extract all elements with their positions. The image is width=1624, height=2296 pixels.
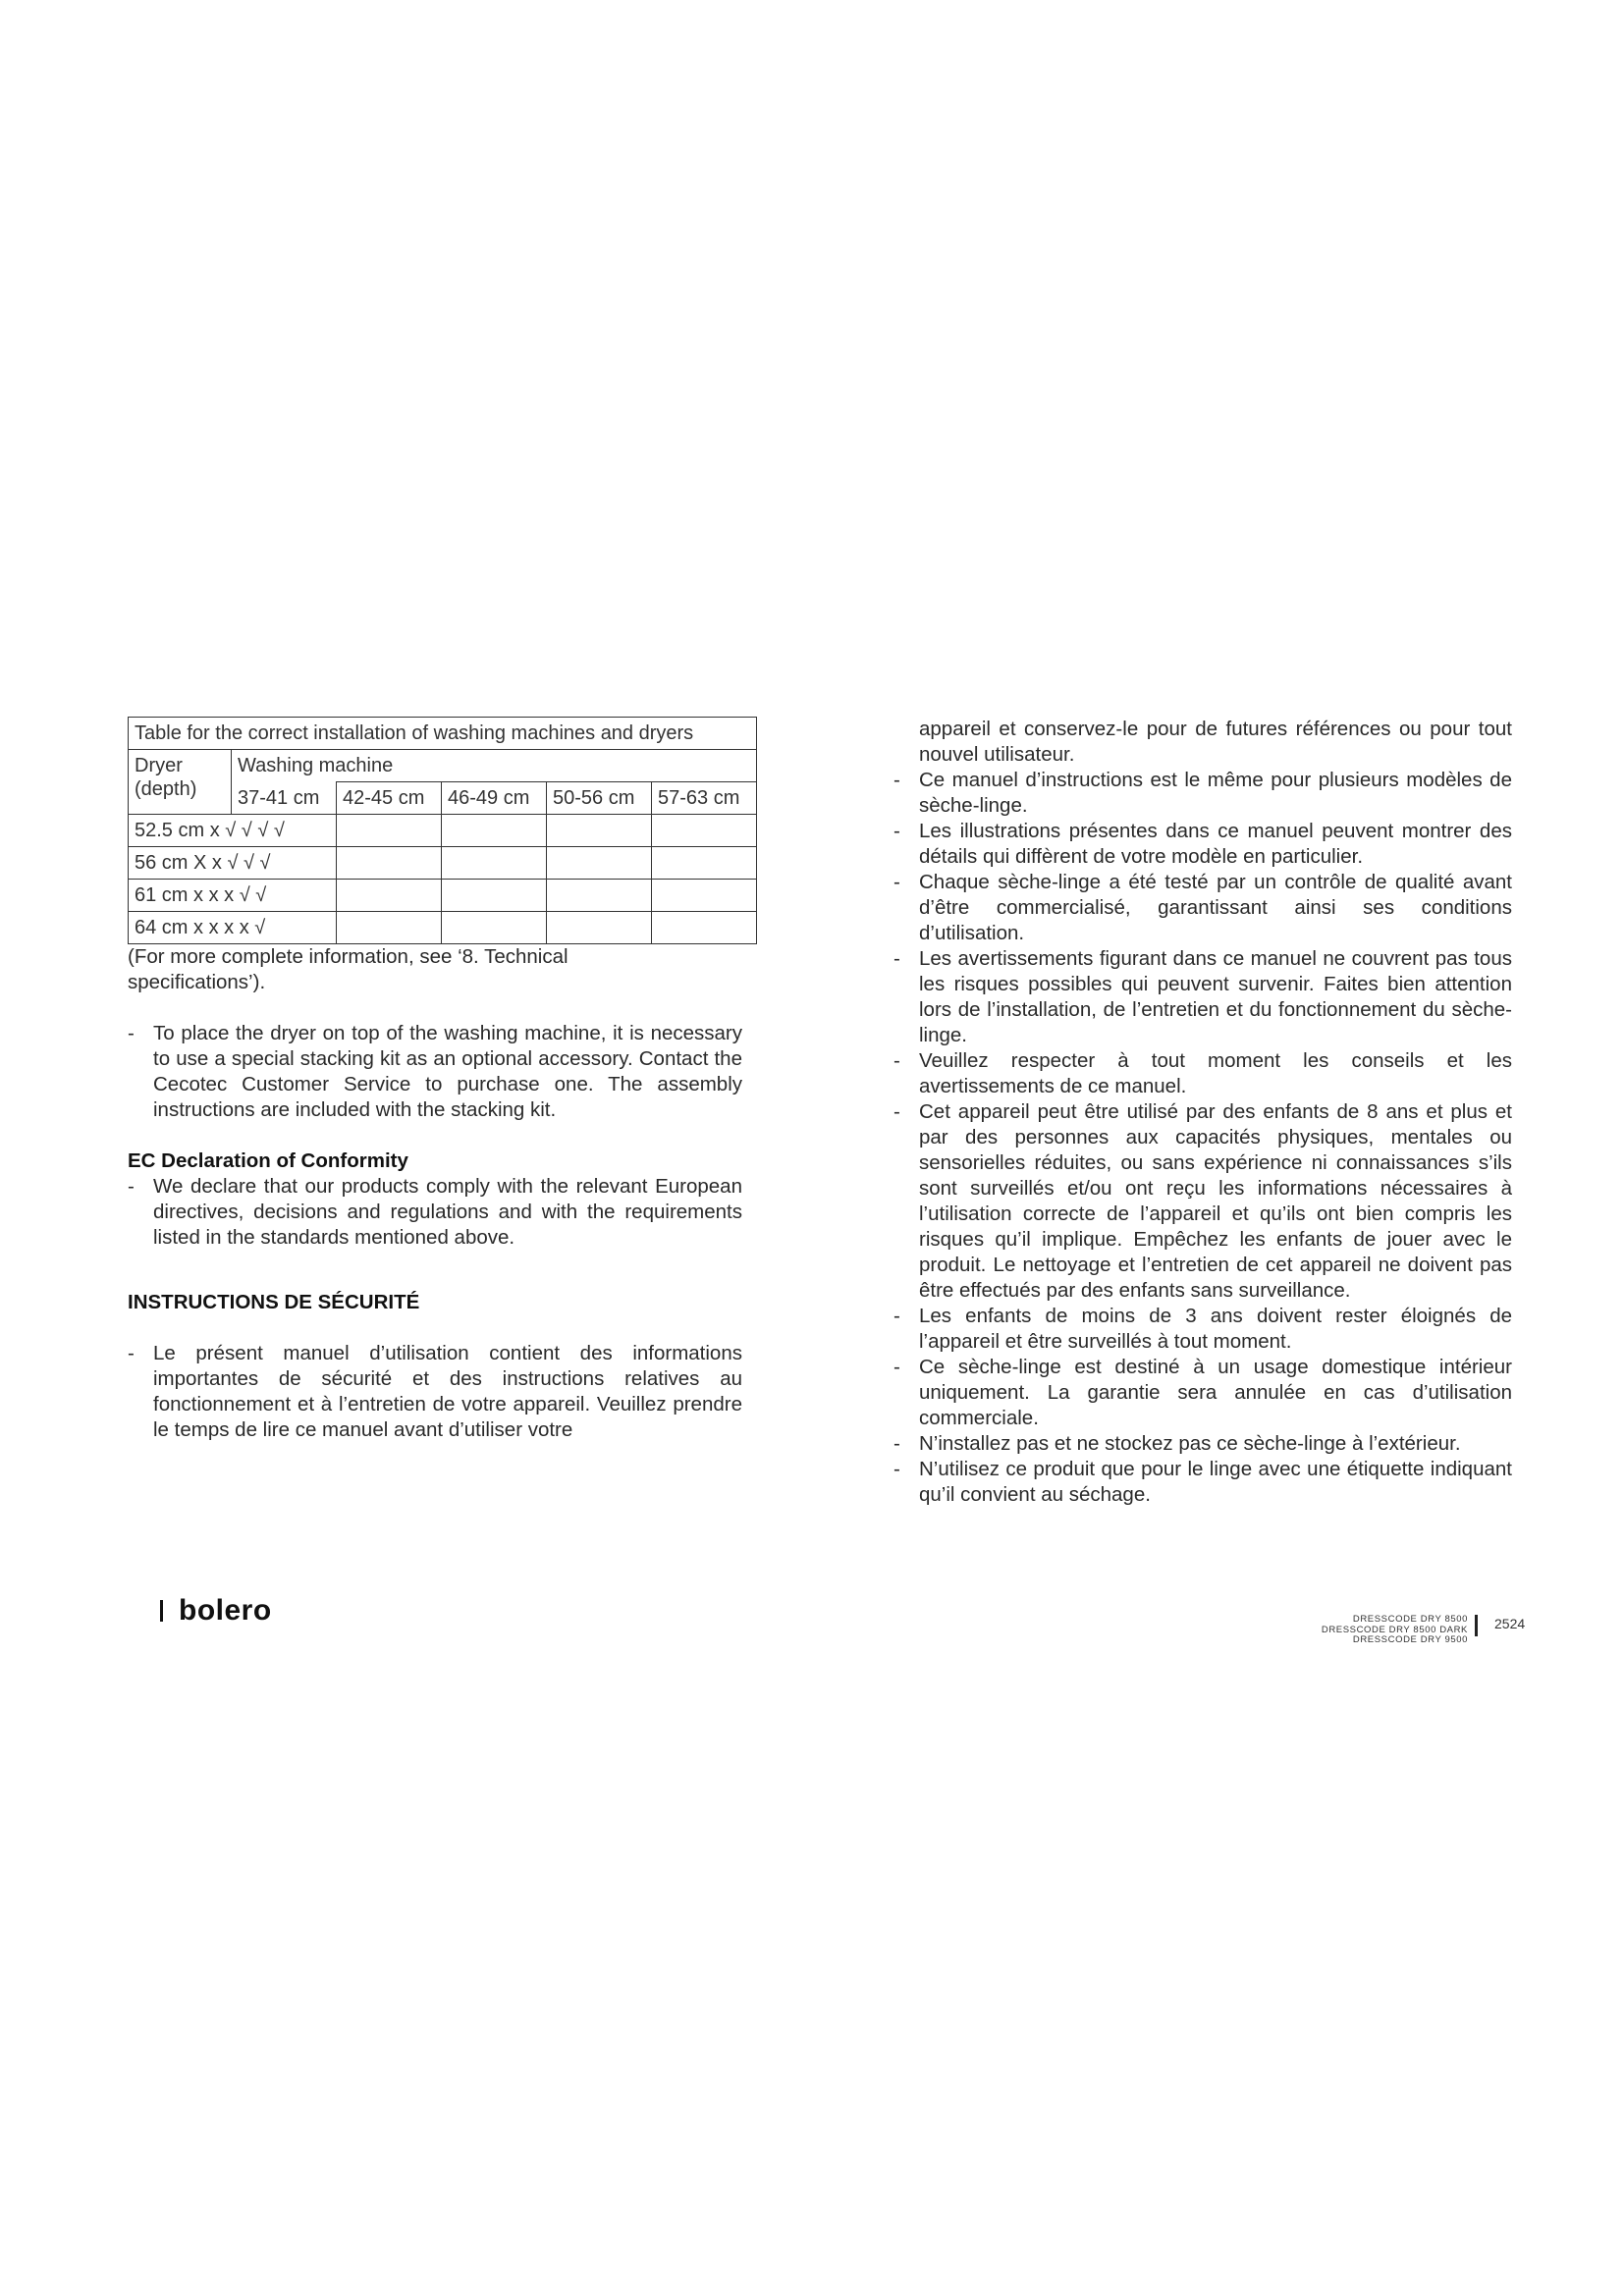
- continuation-text: appareil et conservez-le pour de futures références ou pour tout nouvel utilisateur.: [919, 718, 1512, 766]
- model-name: DRESSCODE DRY 8500: [1352, 1614, 1468, 1625]
- column-header: 46-49 cm: [442, 782, 547, 815]
- row-values: 52.5 cm x √ √ √ √: [129, 815, 337, 847]
- list-item: - Le présent manuel d’utilisation contient des informations importantes de sécurité et des instructions relatives au fonctionnement et à l’entretien de votre appareil. Veuillez prendre le temps de lire ce manuel avant d’utiliser votre: [128, 1341, 746, 1443]
- table-note: (For more complete information, see ‘8. Technical specifications’).: [128, 945, 568, 993]
- model-name: DRESSCODE DRY 8500 DARK: [1321, 1624, 1468, 1635]
- footer-divider: [1475, 1615, 1478, 1636]
- list-item: - Ce manuel d’instructions est le même pour plusieurs modèles de sèche-linge.: [893, 769, 1512, 817]
- list-item: - N’utilisez ce produit que pour le linge avec une étiquette indiquant qu’il convient au séchage.: [893, 1458, 1512, 1506]
- table-row: [129, 912, 757, 944]
- model-name: DRESSCODE DRY 9500: [1352, 1634, 1468, 1645]
- list-item: - N’installez pas et ne stockez pas ce sèche-linge à l’extérieur.: [893, 1432, 1461, 1455]
- dryer-header: Dryer (depth): [129, 750, 232, 815]
- list-item: - We declare that our products comply with the relevant European directives, decisions and regulations and with the requirements listed in the standards mentioned above.: [128, 1174, 746, 1251]
- row-values: 61 cm x x x √ √: [129, 880, 337, 912]
- brand-name: bolero: [179, 1594, 272, 1627]
- list-item: - To place the dryer on top of the washing machine, it is necessary to use a special stacking kit as an optional accessory. Contact the Cecotec Customer Service to purchase one. The assembly instructions are included with the stacking kit.: [128, 1021, 746, 1123]
- page-numbers: 2524: [1494, 1616, 1526, 1631]
- washer-header: Washing machine: [232, 750, 757, 782]
- table-row: [129, 815, 757, 847]
- list-item: - Veuillez respecter à tout moment les conseils et les avertissements de ce manuel.: [893, 1049, 1512, 1097]
- list-item: - Les enfants de moins de 3 ans doivent rester éloignés de l’appareil et être surveillés à tout moment.: [893, 1305, 1512, 1353]
- ec-heading: EC Declaration of Conformity: [128, 1149, 408, 1172]
- list-item: - Les illustrations présentes dans ce manuel peuvent montrer des détails qui diffèrent de votre modèle en particulier.: [893, 820, 1512, 868]
- row-values: 64 cm x x x x √: [129, 912, 337, 944]
- column-header: 42-45 cm: [337, 782, 442, 815]
- table-title: Table for the correct installation of washing machines and dryers: [129, 718, 757, 750]
- list-item: - Ce sèche-linge est destiné à un usage domestique intérieur uniquement. La garantie sera annulée en cas d’utilisation commerciale.: [893, 1356, 1512, 1429]
- list-item: - Cet appareil peut être utilisé par des enfants de 8 ans et plus et par des personnes aux capacités physiques, mentales ou sensorielles réduites, ou sans expérience ni connaissances s’ils sont surveillés et/ou ont reçu les informations nécessaires à l’utilisation correcte de l’appareil et qu’ils ont bien compris les risques qu’il implique. Empêchez les enfants de jouer avec le produit. Le nettoyage et l’entretien de cet appareil ne doivent pas être effectués par des enfants sans surveillance.: [893, 1100, 1512, 1302]
- column-header: 37-41 cm: [232, 782, 337, 815]
- stacking-note: To place the dryer on top of the washing machine, it is necessary to use a special stacking kit as an optional accessory. Contact the Cecotec Customer Service to purchase one. The assembly instructions are included with the stacking kit.: [153, 1022, 742, 1121]
- model-list: [1276, 1615, 1468, 1646]
- installation-table: [128, 717, 757, 944]
- right-column: [893, 717, 1512, 1508]
- list-item: - Les avertissements figurant dans ce manuel ne couvrent pas tous les risques possibles qui peuvent survenir. Faites bien attention lors de l’installation, de l’entretien et du fonctionnement du sèche-linge.: [893, 947, 1512, 1046]
- column-header: 50-56 cm: [547, 782, 652, 815]
- row-values: 56 cm X x √ √ √: [129, 847, 337, 880]
- ec-text: We declare that our products comply with the relevant European directives, decisions and regulations and with the requirements listed in the standards mentioned above.: [153, 1175, 742, 1249]
- logo-bar: [160, 1600, 163, 1622]
- column-header: 57-63 cm: [652, 782, 757, 815]
- brand-logo: [160, 1594, 272, 1628]
- safety-first-paragraph: Le présent manuel d’utilisation contient des informations importantes de sécurité et des instructions relatives au fonctionnement et à l’entretien de votre appareil. Veuillez prendre le temps de lire ce manuel avant d’utiliser votre: [153, 1342, 742, 1441]
- list-item: - Chaque sèche-linge a été testé par un contrôle de qualité avant d’être commercialisé, garantissant ainsi ses conditions d’utilisation.: [893, 871, 1512, 944]
- safety-heading: INSTRUCTIONS DE SÉCURITÉ: [128, 1291, 420, 1313]
- table-row: [129, 880, 757, 912]
- left-column: [128, 717, 746, 1443]
- table-row: [129, 847, 757, 880]
